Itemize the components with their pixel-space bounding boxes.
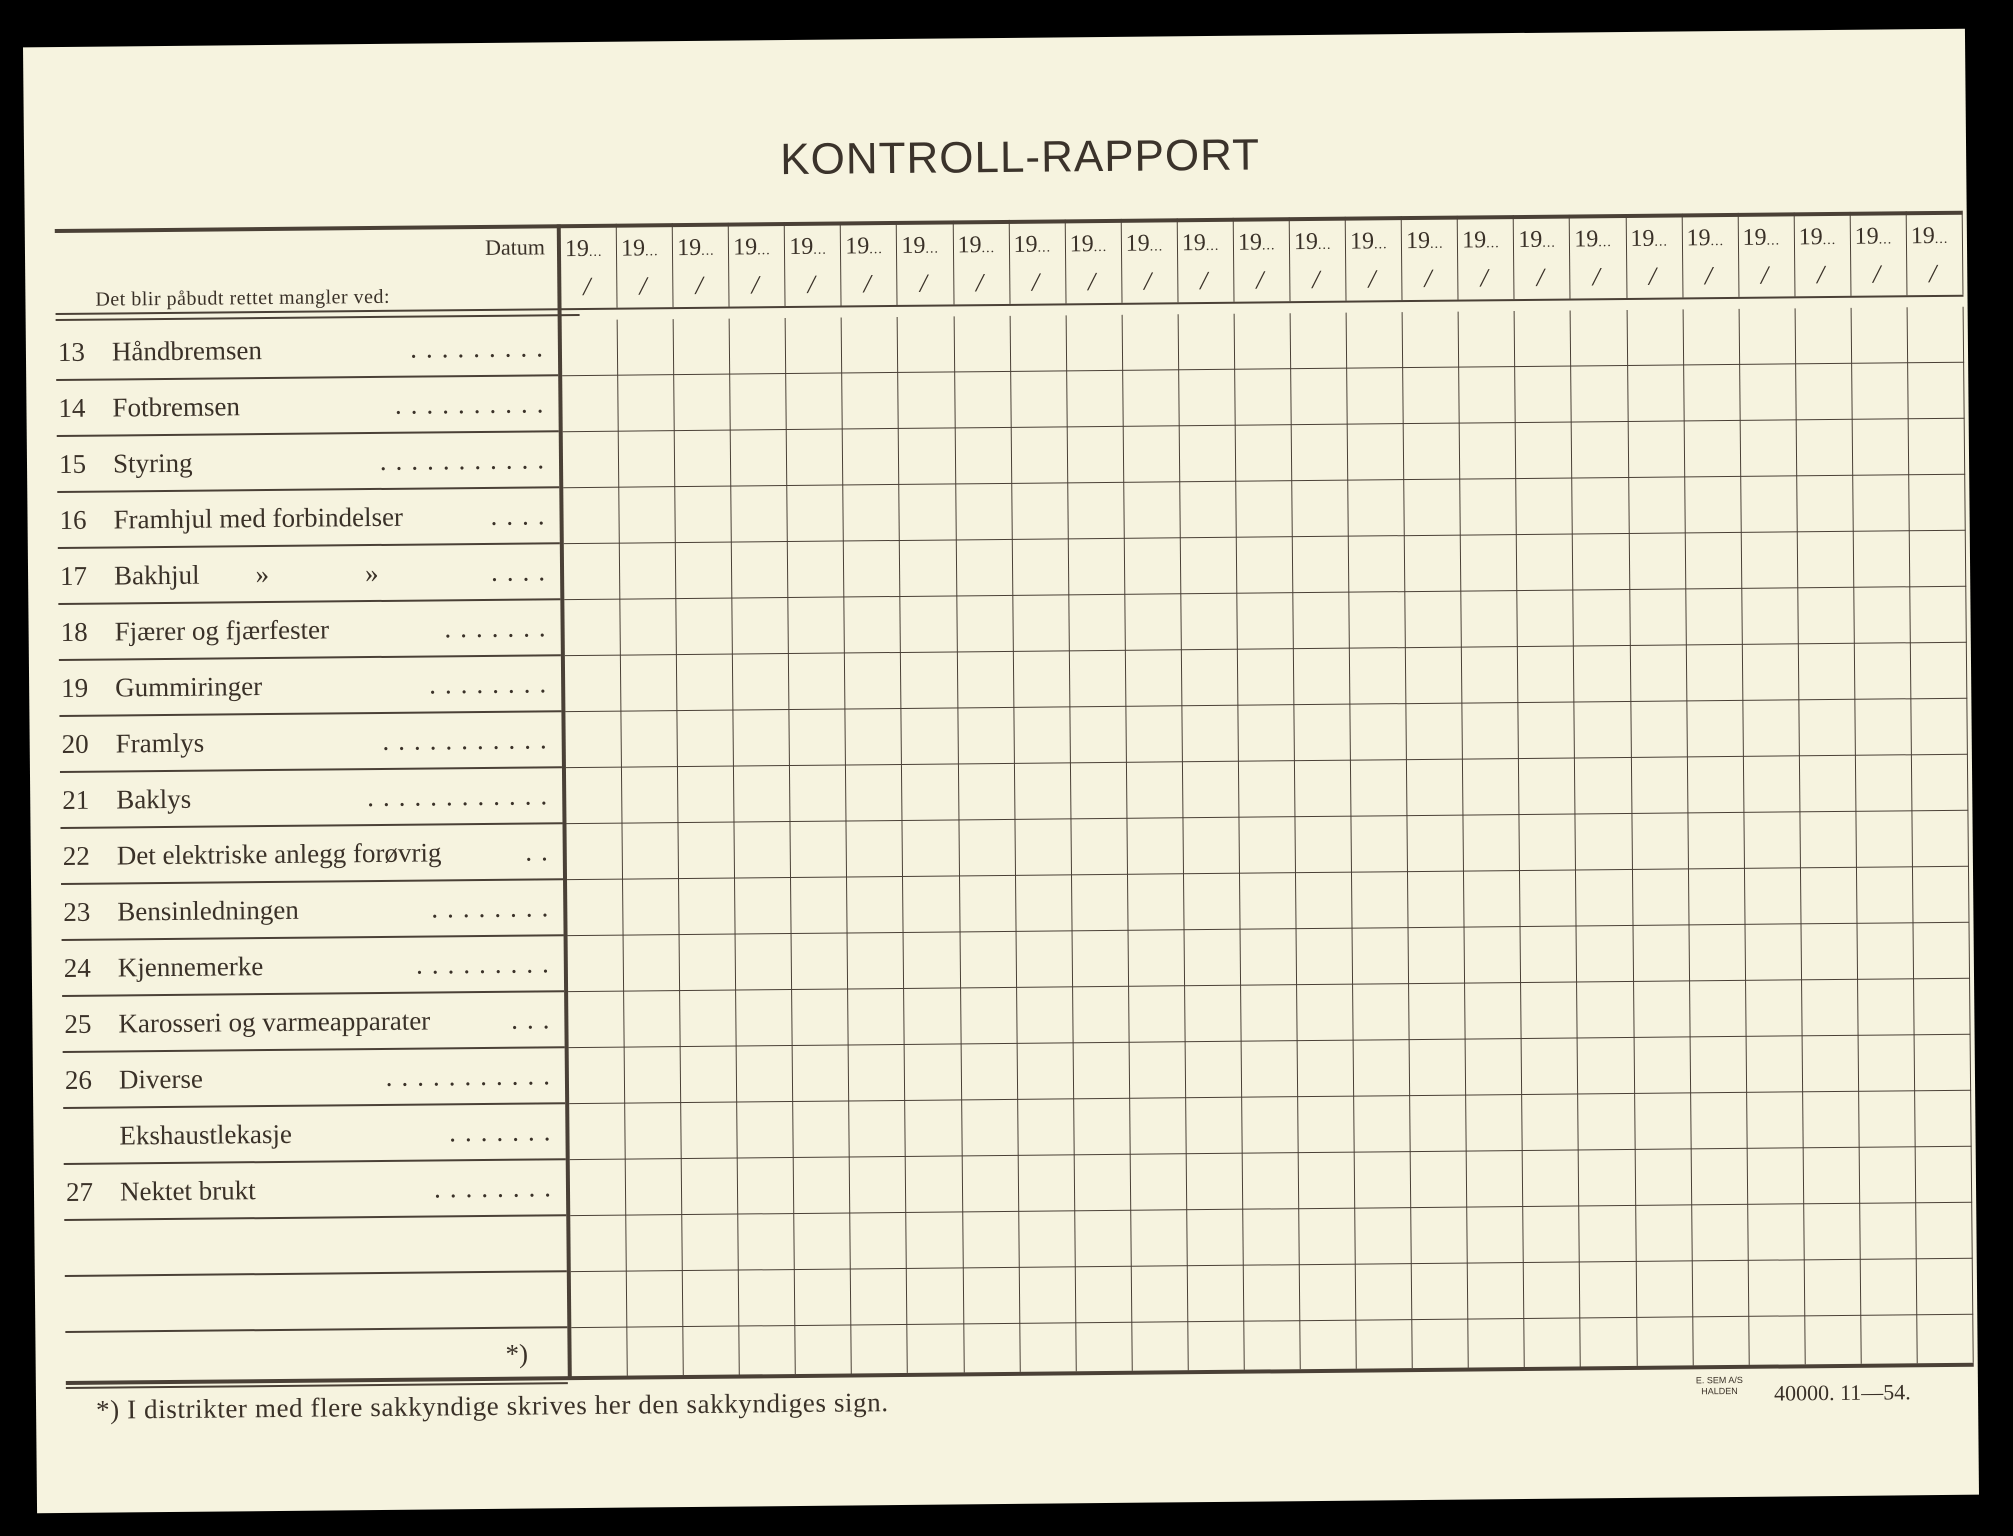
year-prefix: 19 [1574, 226, 1599, 253]
date-slash: / [1143, 266, 1152, 296]
row-number: 23 [63, 896, 91, 928]
year-dots: ... [1654, 234, 1669, 250]
row-label-text: Det elektriske anlegg forøvrig [116, 837, 442, 871]
year-field [789, 234, 827, 261]
year-dots: ... [981, 241, 996, 257]
date-slash: / [1704, 261, 1713, 291]
year-dots: ... [1261, 238, 1276, 254]
row-label [117, 895, 299, 928]
date-slash: / [1312, 264, 1320, 294]
year-dots: ... [1598, 235, 1612, 251]
year-prefix: 19 [1630, 225, 1655, 252]
date-column-header [1682, 213, 1739, 298]
date-column-header [1009, 219, 1066, 304]
date-column-header [561, 224, 618, 309]
year-field [621, 235, 659, 262]
year-prefix: 19 [1854, 223, 1879, 250]
row-label-text: Bensinledningen [117, 894, 299, 927]
row-label [115, 671, 262, 703]
year-prefix: 19 [957, 232, 982, 259]
date-column-header [953, 220, 1010, 305]
year-field [1462, 227, 1500, 254]
year-dots: ... [1766, 233, 1781, 249]
date-column-header [1065, 219, 1122, 304]
year-field [1013, 231, 1051, 258]
year-dots: ... [1205, 238, 1220, 255]
row-label [119, 1119, 292, 1152]
year-field [677, 235, 715, 262]
date-column-header [1346, 216, 1403, 301]
datum-label: Datum [484, 234, 546, 260]
date-slash: / [1200, 265, 1208, 296]
year-dots: ... [1149, 239, 1164, 255]
ditto-mark: » [255, 559, 270, 590]
date-column-header [617, 223, 674, 308]
defect-row [59, 712, 562, 773]
date-slash: / [919, 268, 928, 298]
row-label [112, 335, 262, 367]
row-number: 16 [59, 504, 87, 536]
defect-row [62, 992, 565, 1053]
row-label [118, 951, 264, 983]
row-label-text: Karosseri og varmeapparater [118, 1005, 431, 1039]
year-prefix: 19 [789, 233, 814, 261]
leader-dots: .. [525, 836, 557, 867]
defect-row [58, 544, 561, 605]
leader-dots: ........... [385, 1060, 560, 1092]
row-number: 22 [62, 840, 90, 872]
defect-row [57, 432, 560, 493]
year-dots: ... [1430, 236, 1444, 252]
year-field [1070, 231, 1108, 258]
year-prefix: 19 [1181, 230, 1206, 257]
year-field [1182, 230, 1220, 257]
row-number: 13 [57, 336, 86, 368]
instruction-label: Det blir påbudt rettet mangler ved: [95, 285, 391, 311]
defect-row [63, 1104, 566, 1165]
year-prefix: 19 [1686, 225, 1711, 252]
row-label-text: Bakhjul [113, 559, 200, 591]
defect-row [56, 376, 559, 437]
row-number: 27 [65, 1176, 94, 1207]
row-label [116, 784, 191, 816]
year-prefix: 19 [1798, 224, 1823, 251]
row-label [119, 1064, 203, 1096]
year-field [1686, 225, 1724, 252]
date-slash: / [1872, 259, 1881, 289]
year-field [1518, 227, 1556, 254]
date-column-header [1850, 211, 1907, 296]
year-field [565, 236, 603, 263]
printer-line-1: E. SEM A/S [1695, 1374, 1743, 1386]
row-number: 20 [61, 728, 89, 760]
defect-row [60, 768, 563, 829]
footnote-marker: *) [505, 1338, 529, 1369]
defect-row [63, 1048, 566, 1109]
year-field [957, 232, 995, 259]
date-column-header [1402, 216, 1459, 301]
row-number: 15 [58, 448, 87, 480]
year-field [1126, 230, 1164, 257]
year-dots: ... [1374, 237, 1388, 253]
year-dots: ... [645, 244, 659, 260]
date-column-header [1570, 214, 1627, 299]
year-prefix: 19 [1237, 229, 1263, 256]
row-label-text: Håndbremsen [111, 335, 263, 367]
defect-row [62, 936, 565, 997]
year-field [733, 234, 771, 261]
date-slash: / [1816, 260, 1825, 290]
date-column-header [1626, 213, 1683, 298]
inspection-card [23, 29, 1979, 1514]
date-slash: / [751, 270, 759, 300]
row-label-text: Styring [112, 447, 193, 479]
year-prefix: 19 [676, 234, 702, 262]
year-prefix: 19 [1349, 228, 1375, 255]
check-grid [562, 307, 1974, 1376]
row-label [118, 1005, 430, 1039]
year-dots: ... [925, 241, 940, 257]
date-slash: / [639, 271, 647, 301]
row-label [114, 614, 329, 647]
row-label [120, 1175, 256, 1207]
leader-dots: ............ [367, 780, 557, 813]
row-label [113, 502, 403, 536]
date-slash: / [807, 269, 816, 299]
date-column-header [785, 222, 842, 307]
date-slash: / [1592, 262, 1601, 292]
defect-row [58, 600, 561, 661]
row-label-text: Kjennemerke [117, 951, 264, 983]
date-column-header [1290, 217, 1347, 302]
row-number: 14 [58, 392, 86, 424]
row-number: 25 [64, 1008, 92, 1040]
year-dots: ... [701, 243, 715, 259]
date-header-row [561, 211, 1964, 308]
date-column-header [1907, 211, 1964, 296]
year-prefix: 19 [1069, 231, 1094, 258]
row-number: 21 [62, 784, 90, 816]
year-field [1238, 229, 1276, 256]
leader-dots: .... [490, 556, 555, 587]
year-prefix: 19 [1013, 231, 1038, 258]
date-column-header [1794, 212, 1851, 297]
year-dots: ... [1037, 240, 1052, 256]
row-label [117, 837, 442, 871]
year-dots: ... [1878, 232, 1893, 248]
leader-dots: .... [490, 500, 554, 531]
leader-dots: ... [510, 1004, 559, 1035]
row-label-text: Nektet brukt [119, 1175, 256, 1207]
date-slash: / [1031, 267, 1040, 297]
leader-dots: ......... [410, 332, 553, 364]
leader-dots: ........ [431, 892, 558, 924]
defect-row [56, 320, 559, 381]
leader-dots: ........... [379, 444, 554, 476]
year-prefix: 19 [1742, 224, 1767, 251]
defect-row [64, 1216, 567, 1277]
leader-dots: ........ [428, 668, 556, 700]
date-column-header [1122, 218, 1179, 303]
year-field [1742, 224, 1780, 251]
defect-row [59, 656, 562, 717]
date-column-header [1458, 215, 1515, 300]
defect-row [57, 488, 560, 549]
date-column-header [897, 220, 954, 305]
date-slash: / [975, 268, 984, 298]
printer-line-2: HALDEN [1701, 1385, 1738, 1397]
year-field [901, 233, 939, 260]
printer-mark [1696, 1375, 1743, 1397]
year-field [845, 233, 883, 260]
leader-dots: ........ [433, 1172, 561, 1204]
year-prefix: 19 [901, 232, 926, 259]
date-slash: / [1480, 263, 1488, 293]
date-slash: / [1256, 265, 1264, 295]
row-label [112, 391, 240, 423]
row-number: 24 [63, 952, 91, 984]
row-label-text: Diverse [118, 1063, 204, 1095]
year-dots: ... [813, 242, 827, 258]
year-prefix: 19 [1462, 227, 1487, 254]
year-dots: ... [1317, 237, 1332, 253]
year-field [1855, 223, 1893, 250]
leader-dots: ....... [444, 612, 555, 644]
year-prefix: 19 [733, 234, 758, 261]
row-label [113, 448, 193, 480]
row-label [116, 728, 205, 760]
leader-dots: ........... [382, 724, 556, 756]
leader-dots: ......... [415, 948, 558, 980]
row-label-text: Fjærer og fjærfester [114, 614, 330, 647]
defect-row [61, 824, 564, 885]
year-dots: ... [1822, 232, 1837, 249]
date-slash: / [1536, 262, 1545, 292]
year-prefix: 19 [845, 233, 870, 260]
year-prefix: 19 [1405, 227, 1431, 255]
year-dots: ... [1542, 235, 1556, 251]
date-column-header [1178, 218, 1235, 303]
year-dots: ... [757, 243, 771, 259]
year-dots: ... [869, 242, 883, 258]
date-slash: / [1424, 263, 1432, 293]
defect-list [56, 320, 561, 1369]
date-column-header [841, 221, 898, 306]
year-prefix: 19 [1518, 226, 1543, 254]
footnote: *) I distrikter med flere sakkyndige skrives her den sakkyndiges sign. [95, 1387, 889, 1425]
date-slash: / [1087, 267, 1096, 297]
date-slash: / [1648, 261, 1657, 291]
row-label-text: Gummiringer [115, 671, 263, 703]
date-slash: / [863, 269, 872, 299]
year-field [1574, 226, 1612, 253]
date-column-header [729, 222, 786, 307]
date-slash: / [583, 271, 591, 301]
year-prefix: 19 [564, 235, 590, 263]
form-title: KONTROLL-RAPPORT [780, 130, 1261, 185]
year-prefix: 19 [1125, 230, 1150, 257]
date-slash: / [695, 270, 703, 300]
row-label [114, 558, 379, 592]
defect-row [65, 1272, 568, 1333]
year-field [1630, 226, 1668, 253]
defect-row [64, 1160, 567, 1221]
row-number: 19 [61, 672, 89, 704]
year-field [1799, 224, 1837, 251]
year-dots: ... [1093, 239, 1108, 256]
print-code: 40000. 11—54. [1773, 1379, 1911, 1406]
row-label-text: Framhjul med forbindelser [113, 501, 404, 535]
row-label-text: Baklys [116, 783, 192, 815]
year-prefix: 19 [620, 235, 646, 262]
date-slash: / [1929, 258, 1937, 289]
year-dots: ... [1710, 234, 1725, 250]
row-label-text: Fotbremsen [112, 391, 241, 423]
year-field [1350, 228, 1388, 255]
date-column-header [1234, 217, 1291, 302]
year-prefix: 19 [1910, 223, 1935, 250]
row-number: 18 [60, 616, 88, 648]
defect-row [61, 880, 564, 941]
year-field [1406, 228, 1444, 255]
row-number: 26 [64, 1064, 93, 1095]
year-dots: ... [1486, 236, 1500, 252]
row-label-text: Ekshaustlekasje [119, 1118, 293, 1151]
leader-dots: ....... [449, 1116, 560, 1148]
date-column-header [673, 223, 730, 308]
date-column-header [1514, 215, 1571, 300]
year-dots: ... [1934, 231, 1949, 248]
year-dots: ... [588, 244, 603, 260]
row-label-text: Framlys [115, 727, 205, 759]
year-prefix: 19 [1293, 228, 1319, 256]
date-column-header [1738, 212, 1795, 297]
year-field [1911, 223, 1949, 250]
date-slash: / [1760, 260, 1769, 290]
date-slash: / [1368, 264, 1376, 294]
leader-dots: .......... [394, 388, 553, 420]
row-number: 17 [59, 560, 88, 592]
year-field [1294, 229, 1332, 256]
ditto-mark: » [364, 557, 379, 589]
